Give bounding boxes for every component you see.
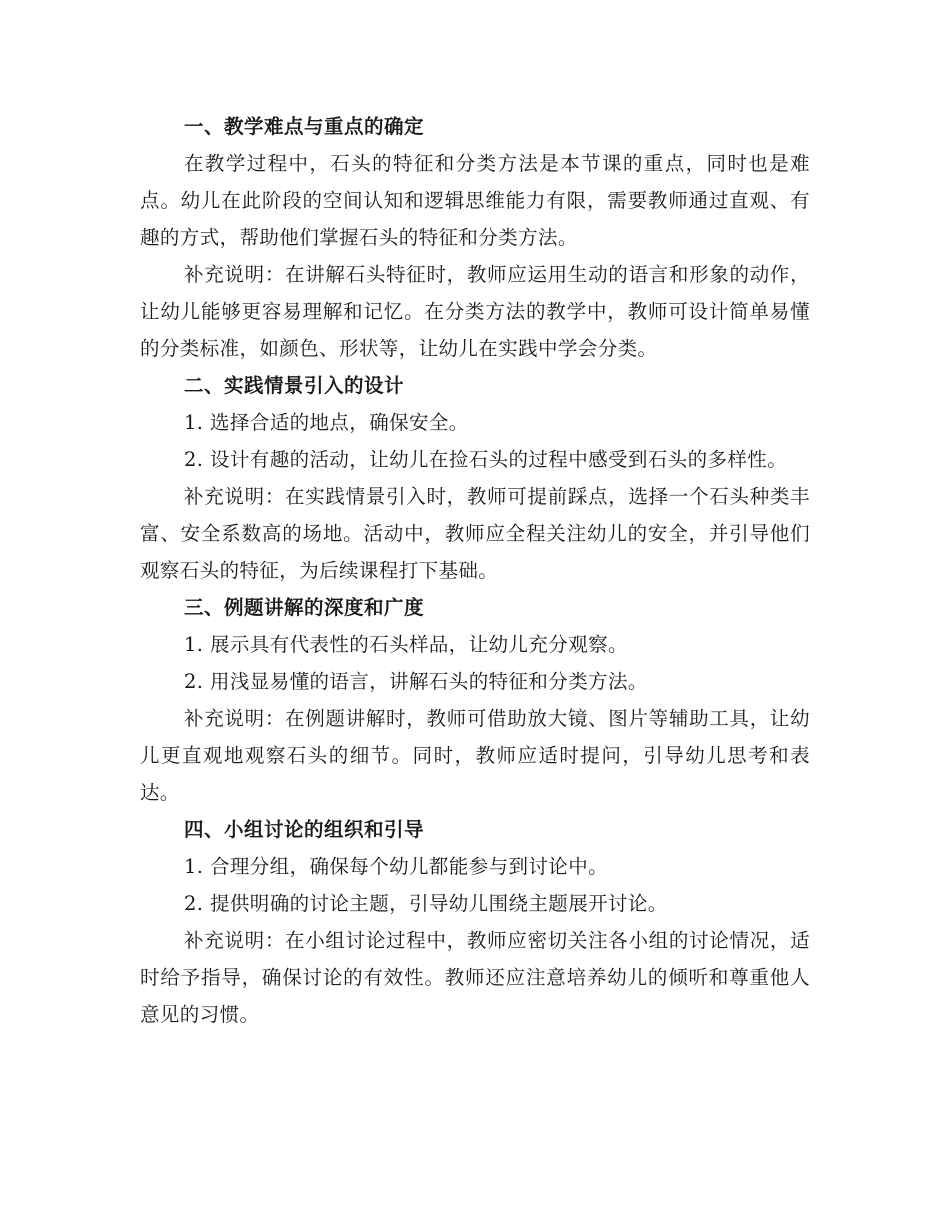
list-item: 2. 设计有趣的活动，让幼儿在捡石头的过程中感受到石头的多样性。 xyxy=(184,448,788,471)
section-paragraph: 在教学过程中，石头的特征和分类方法是本节课的重点，同时也是难点。幼儿在此阶段的空间认知和逻辑思维能力有限，需要教师通过直观、有趣的方式，帮助他们掌握石头的特征和分类方法。 xyxy=(140,152,810,249)
list-item: 1. 合理分组，确保每个幼儿都能参与到讨论中。 xyxy=(184,855,609,878)
list-item: 1. 展示具有代表性的石头样品，让幼儿充分观察。 xyxy=(184,633,628,656)
section-heading: 一、教学难点与重点的确定 xyxy=(184,115,425,138)
supplement-paragraph: 补充说明：在实践情景引入时，教师可提前踩点，选择一个石头种类丰富、安全系数高的场地。活动中，教师应全程关注幼儿的安全，并引导他们观察石头的特征，为后续课程打下基础。 xyxy=(140,485,810,582)
supplement-paragraph: 补充说明：在小组讨论过程中，教师应密切关注各小组的讨论情况，适时给予指导，确保讨论的有效性。教师还应注意培养幼儿的倾听和尊重他人意见的习惯。 xyxy=(140,929,810,1026)
list-item: 2. 提供明确的讨论主题，引导幼儿围绕主题展开讨论。 xyxy=(184,892,668,915)
supplement-paragraph: 补充说明：在例题讲解时，教师可借助放大镜、图片等辅助工具，让幼儿更直观地观察石头的细节。同时，教师应适时提问，引导幼儿思考和表达。 xyxy=(140,707,810,804)
section-heading: 三、例题讲解的深度和广度 xyxy=(184,596,425,619)
section-heading: 四、小组讨论的组织和引导 xyxy=(184,818,425,841)
section-heading: 二、实践情景引入的设计 xyxy=(184,374,405,397)
list-item: 1. 选择合适的地点，确保安全。 xyxy=(184,411,469,434)
supplement-paragraph: 补充说明：在讲解石头特征时，教师应运用生动的语言和形象的动作，让幼儿能够更容易理解和记忆。在分类方法的教学中，教师可设计简单易懂的分类标准，如颜色、形状等，让幼儿在实践中学会分类。 xyxy=(140,263,810,360)
document-page xyxy=(140,108,810,1033)
list-item: 2. 用浅显易懂的语言，讲解石头的特征和分类方法。 xyxy=(184,670,648,693)
